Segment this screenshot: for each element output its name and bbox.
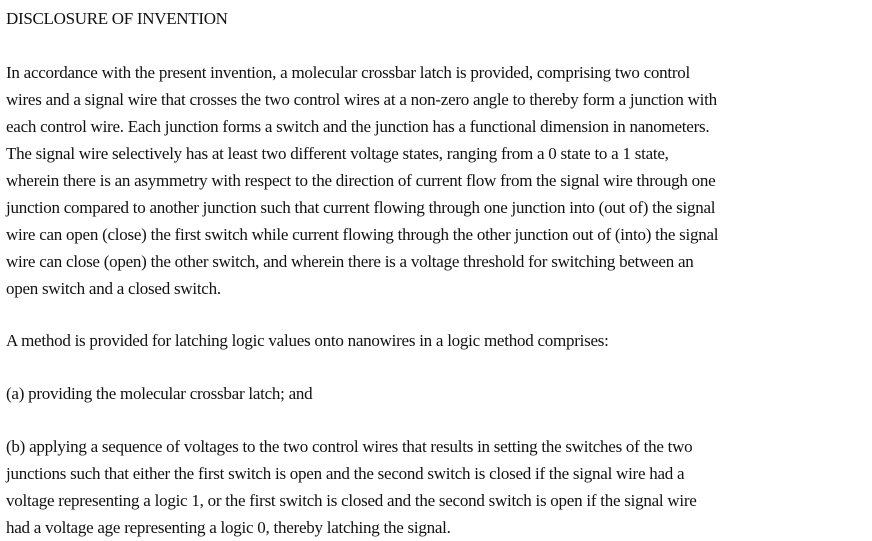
document-heading: DISCLOSURE OF INVENTION xyxy=(6,9,228,28)
paragraph-line: wire can open (close) the first switch while current flowing through the other junction out of (into) the signal xyxy=(6,225,719,244)
paragraph-line: A method is provided for latching logic values onto nanowires in a logic method comprises: xyxy=(6,331,609,350)
paragraph-line: The signal wire selectively has at least two different voltage states, ranging from a 0 state to a 1 state, xyxy=(6,144,669,163)
paragraph-line: each control wire. Each junction forms a switch and the junction has a functional dimension in nanometers. xyxy=(6,117,710,136)
document-page xyxy=(6,0,870,538)
paragraph-line: junctions such that either the first switch is open and the second switch is closed if the signal wire had a xyxy=(6,464,685,483)
paragraph-line: (a) providing the molecular crossbar latch; and xyxy=(6,384,313,403)
paragraph-line: junction compared to another junction such that current flowing through one junction into (out of) the signal xyxy=(6,198,716,217)
paragraph-line: (b) applying a sequence of voltages to the two control wires that results in setting the switches of the two xyxy=(6,437,693,456)
paragraph-line: wires and a signal wire that crosses the two control wires at a non-zero angle to thereby form a junction with xyxy=(6,90,717,109)
paragraph-line: open switch and a closed switch. xyxy=(6,279,221,298)
paragraph-line: wire can close (open) the other switch, and wherein there is a voltage threshold for switching between an xyxy=(6,252,694,271)
paragraph-line: voltage representing a logic 1, or the first switch is closed and the second switch is open if the signal wire xyxy=(6,491,697,510)
paragraph-line: wherein there is an asymmetry with respect to the direction of current flow from the signal wire through one xyxy=(6,171,716,190)
paragraph-line: had a voltage age representing a logic 0, thereby latching the signal. xyxy=(6,518,451,537)
paragraph-line: In accordance with the present invention, a molecular crossbar latch is provided, comprising two control xyxy=(6,63,690,82)
